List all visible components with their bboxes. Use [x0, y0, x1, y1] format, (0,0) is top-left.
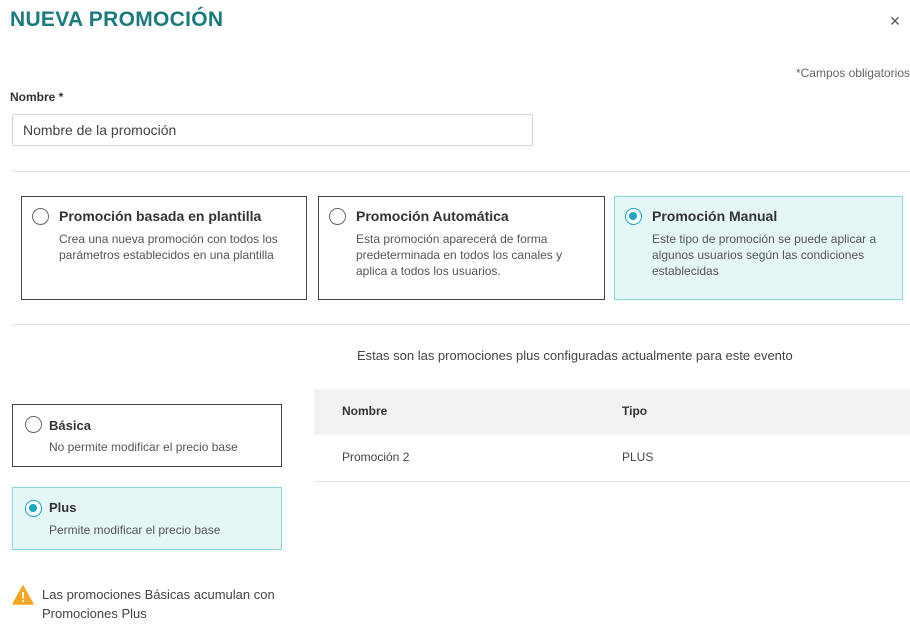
card-template-promotion[interactable]: [21, 196, 307, 300]
warning-text: Las promociones Básicas acumulan con Promociones Plus: [42, 587, 275, 621]
card-description: Crea una nueva promoción con todos los parámetros establecidos en una plantilla: [59, 232, 278, 262]
cell-name: Promoción 2: [342, 450, 410, 464]
card-title: Promoción Automática: [356, 208, 509, 224]
name-label: Nombre *: [10, 90, 64, 104]
card-automatic-promotion[interactable]: [318, 196, 605, 300]
card-title: Plus: [49, 500, 77, 515]
close-icon[interactable]: ×: [889, 11, 901, 31]
divider: [12, 171, 910, 172]
card-title: Básica: [49, 418, 91, 433]
table-row: [314, 435, 910, 482]
radio-basic-level[interactable]: [25, 416, 42, 433]
radio-template-promotion[interactable]: [32, 208, 49, 225]
warning-icon: [12, 585, 34, 605]
required-fields-note: *Campos obligatorios: [795, 66, 910, 80]
card-manual-promotion[interactable]: [614, 196, 903, 300]
plus-promotions-heading: Estas son las promociones plus configuradas actualmente para este evento: [357, 348, 793, 363]
card-description: Esta promoción aparecerá de forma predeterminada en todos los canales y aplica a todos los usuarios.: [356, 232, 563, 278]
cell-type: PLUS: [622, 450, 654, 464]
card-description: No permite modificar el precio base: [49, 440, 238, 454]
radio-automatic-promotion[interactable]: [329, 208, 346, 225]
table-header: [314, 389, 910, 435]
card-plus-level[interactable]: [12, 487, 282, 550]
radio-plus-level[interactable]: [25, 500, 42, 517]
column-header-type: Tipo: [622, 404, 648, 418]
column-header-name: Nombre: [342, 404, 388, 418]
card-description: Este tipo de promoción se puede aplicar a algunos usuarios según las condiciones establecidas: [652, 232, 877, 278]
radio-manual-promotion[interactable]: [625, 208, 642, 225]
card-description: Permite modificar el precio base: [49, 523, 221, 537]
divider: [12, 324, 910, 325]
promotion-name-input[interactable]: [12, 114, 533, 146]
plus-promotions-table: [314, 389, 910, 482]
card-title: Promoción basada en plantilla: [59, 208, 262, 224]
card-basic-level[interactable]: [12, 404, 282, 467]
card-title: Promoción Manual: [652, 208, 778, 224]
modal-title: NUEVA PROMOCIÓN: [10, 8, 224, 31]
